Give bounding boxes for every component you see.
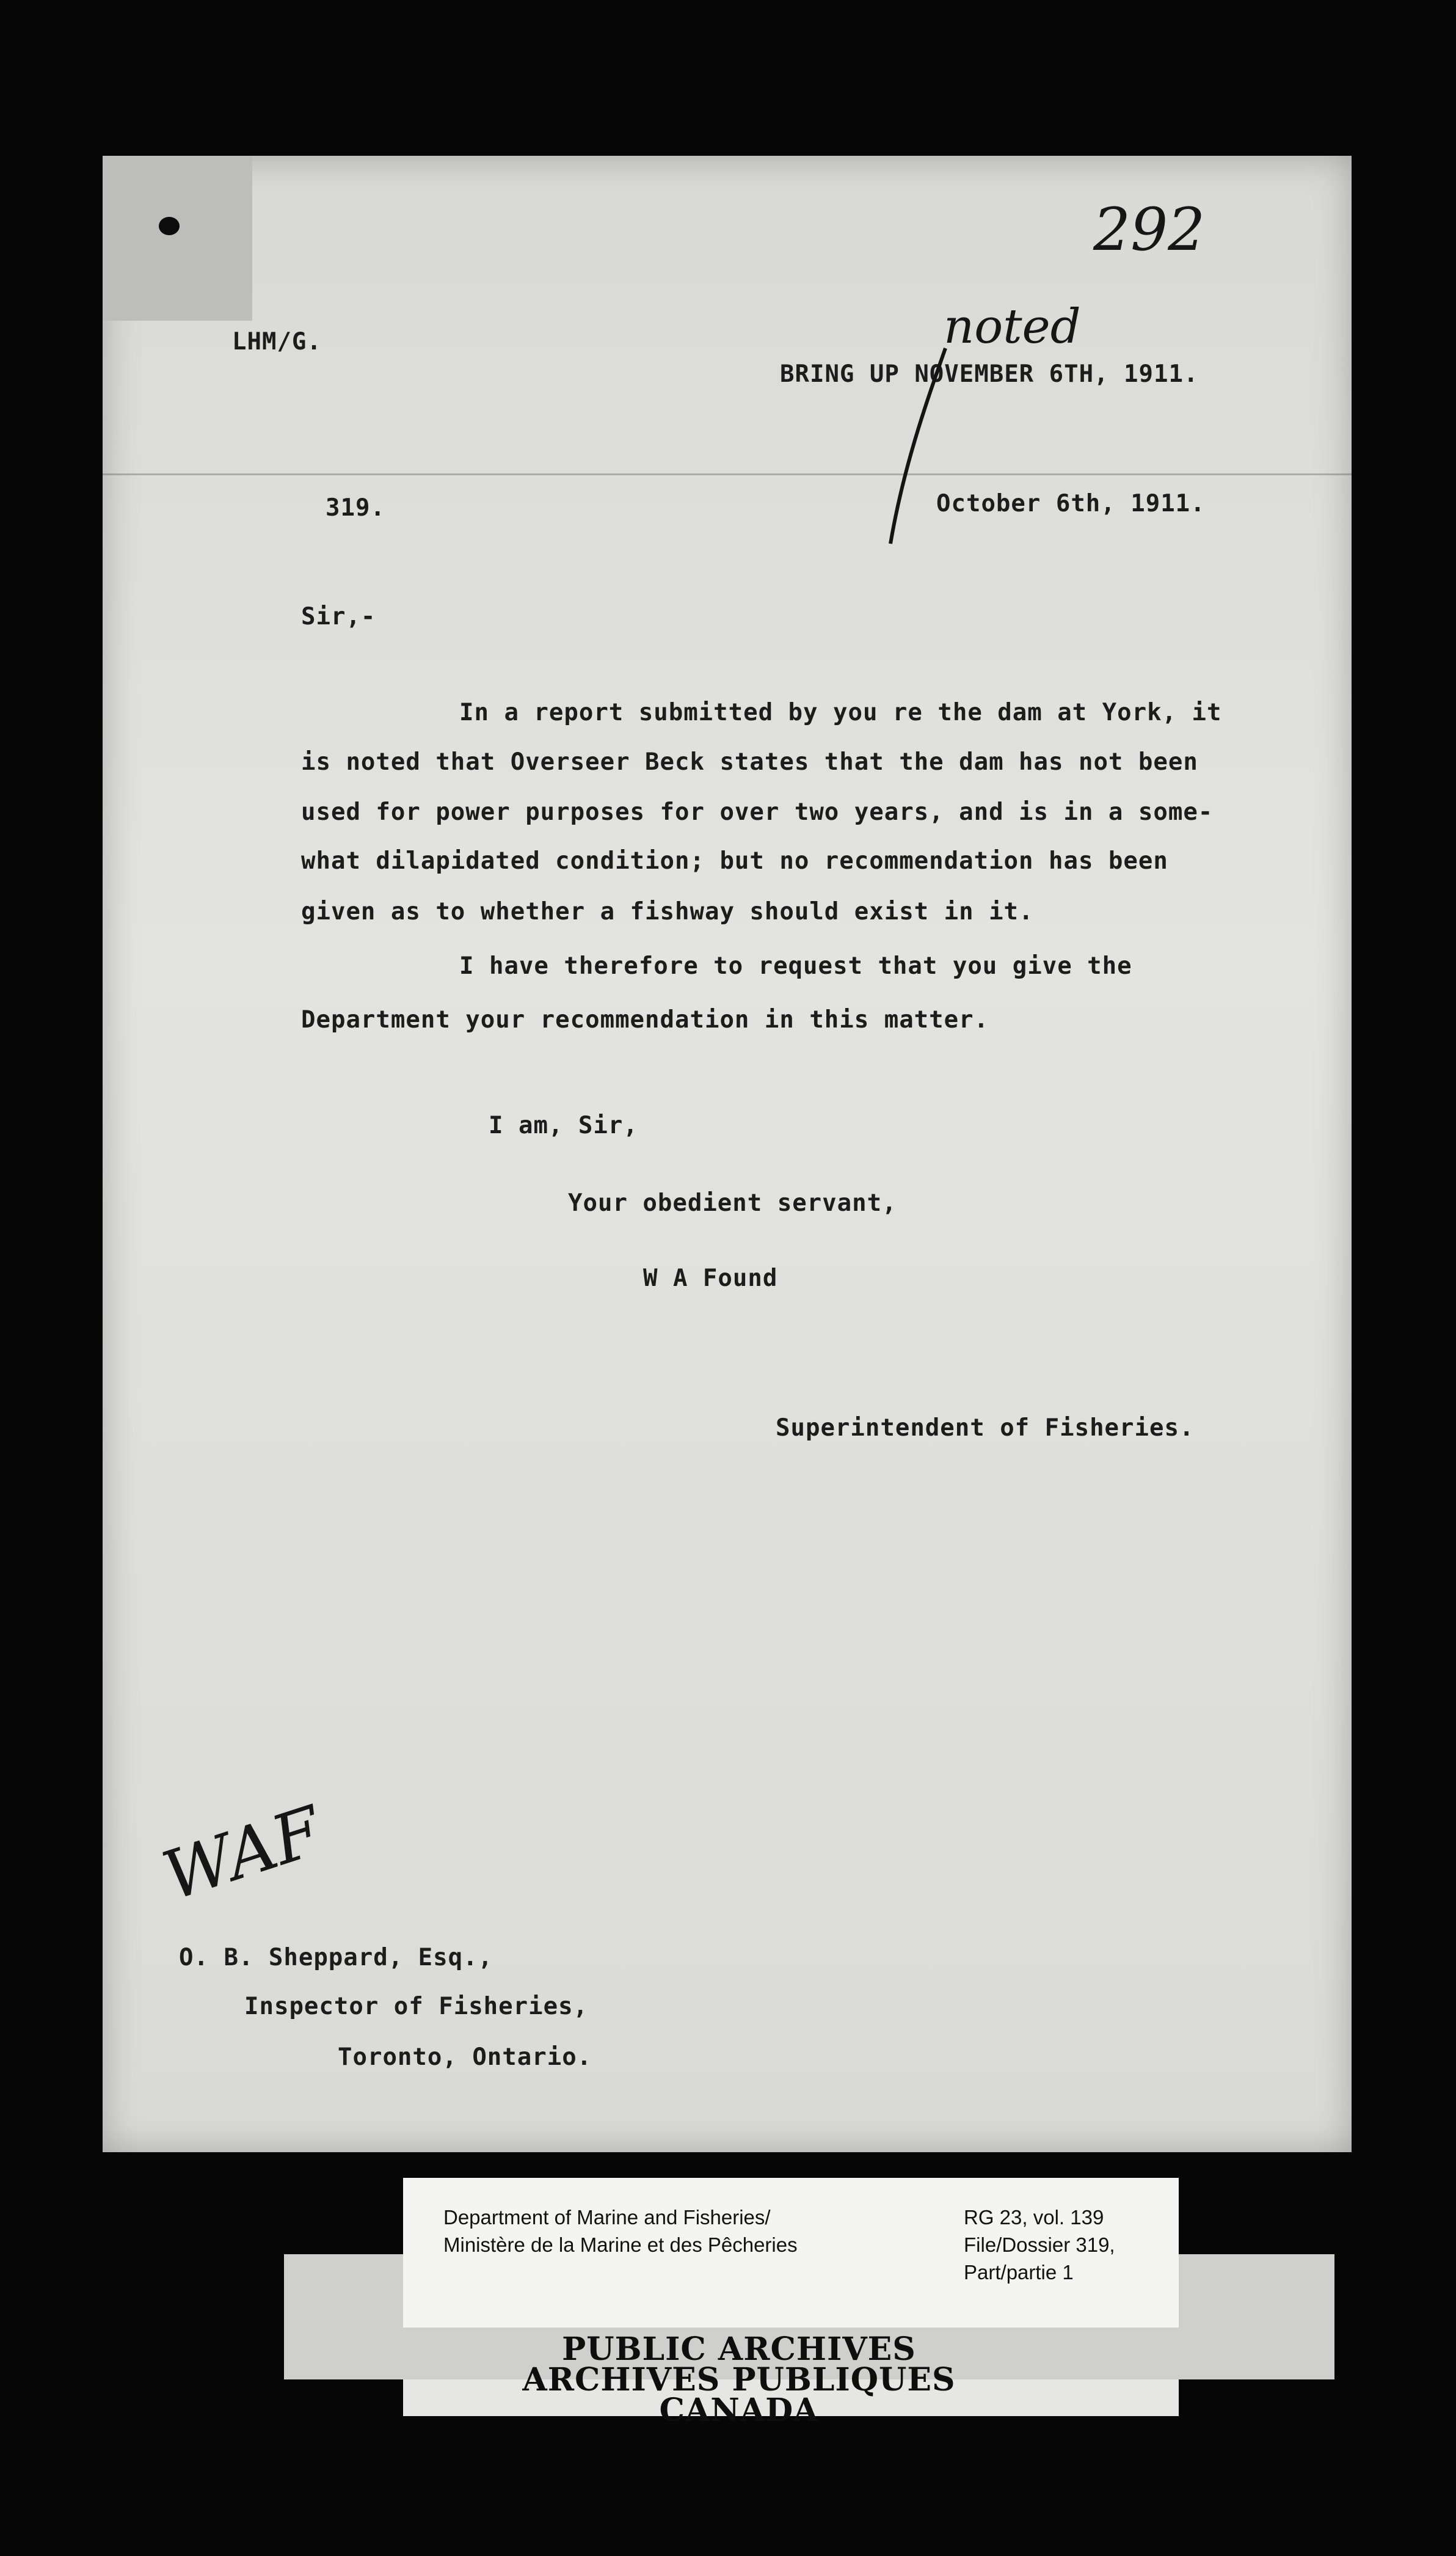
corner-tab [103, 156, 252, 321]
recipient-place: Toronto, Ontario. [338, 2043, 592, 2071]
letter-date: October 6th, 1911. [936, 490, 1206, 517]
signatory-title: Superintendent of Fisheries. [776, 1414, 1195, 1442]
body-line: is noted that Overseer Beck states that the dam has not been [301, 748, 1198, 776]
archive-file: File/Dossier 319, [964, 2233, 1115, 2256]
closing: I am, Sir, [489, 1112, 638, 1139]
body-line: what dilapidated condition; but no recommendation has been [301, 847, 1168, 875]
body-line: In a report submitted by you re the dam at York, it [459, 699, 1222, 726]
noted-stroke [879, 342, 953, 550]
department-french: Ministère de la Marine et des Pêcheries [443, 2233, 798, 2256]
body-line: given as to whether a fishway should exist in it. [301, 898, 1034, 926]
department-english: Department of Marine and Fisheries/ [443, 2206, 771, 2229]
body-line: Department your recommendation in this matter. [301, 1006, 989, 1034]
punch-hole [159, 217, 180, 235]
handwritten-initials: WAF [153, 1791, 331, 1916]
recipient-title: Inspector of Fisheries, [244, 1993, 589, 2020]
reference-initials: LHM/G. [232, 328, 322, 356]
stamp-line: CANADA [659, 2392, 819, 2429]
recipient-name: O. B. Sheppard, Esq., [179, 1944, 493, 1971]
page-number: 292 [1093, 195, 1206, 264]
archive-reference: RG 23, vol. 139 [964, 2206, 1104, 2229]
noted-annotation: noted [944, 299, 1081, 354]
file-number: 319. [326, 494, 385, 522]
fold-line [103, 473, 1352, 475]
signature-name: W A Found [643, 1265, 778, 1292]
salutation: Sir,- [301, 603, 376, 630]
body-line: used for power purposes for over two years, and is in a some- [301, 798, 1214, 826]
valediction: Your obedient servant, [568, 1189, 897, 1217]
stamp-line: PUBLIC ARCHIVES [562, 2331, 916, 2368]
body-line: I have therefore to request that you give the [459, 952, 1132, 980]
archive-part: Part/partie 1 [964, 2261, 1074, 2284]
archive-label [403, 2178, 1179, 2328]
stamp-line: ARCHIVES PUBLIQUES [522, 2361, 956, 2398]
bring-up-line: BRING UP NOVEMBER 6TH, 1911. [780, 360, 1199, 388]
